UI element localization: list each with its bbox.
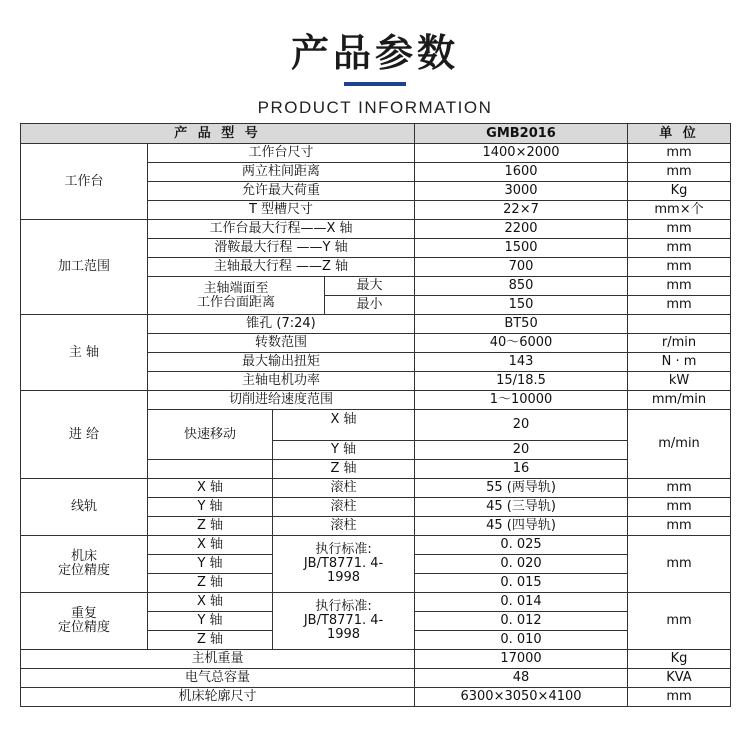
row-label: 工作台尺寸 bbox=[148, 144, 415, 163]
row-value: 15/18.5 bbox=[415, 372, 628, 391]
row-unit: N · m bbox=[628, 353, 731, 372]
row-unit: mm bbox=[628, 258, 731, 277]
axis-label: Y 轴 bbox=[148, 498, 273, 517]
row-label: 允许最大荷重 bbox=[148, 182, 415, 201]
row-value: 0. 020 bbox=[415, 555, 628, 574]
axis-label: X 轴 bbox=[148, 479, 273, 498]
row-label: 电气总容量 bbox=[21, 669, 415, 688]
empty-cell bbox=[148, 460, 273, 479]
row-value: 3000 bbox=[415, 182, 628, 201]
table-header-row bbox=[21, 124, 731, 144]
row-unit: Kg bbox=[628, 650, 731, 669]
row-unit: mm×个 bbox=[628, 201, 731, 220]
row-label: 滑鞍最大行程 ——Y 轴 bbox=[148, 239, 415, 258]
standard-cell bbox=[273, 593, 415, 650]
axis-label: X 轴 bbox=[273, 410, 415, 441]
row-unit: m/min bbox=[628, 410, 731, 479]
standard-line3: 1998 bbox=[326, 627, 361, 642]
row-value: 1500 bbox=[415, 239, 628, 258]
row-value: 55 (两导轨) bbox=[415, 479, 628, 498]
axis-label: Y 轴 bbox=[273, 441, 415, 460]
row-value: 0. 015 bbox=[415, 574, 628, 593]
group-label-machining: 加工范围 bbox=[21, 220, 148, 315]
standard-line3: 1998 bbox=[326, 570, 361, 585]
table-row bbox=[21, 688, 731, 707]
spec-table bbox=[20, 123, 731, 707]
page-title: 产品参数 bbox=[290, 31, 459, 75]
header-model: GMB2016 bbox=[415, 124, 628, 144]
row-label: 主机重量 bbox=[21, 650, 415, 669]
standard-line1: 执行标准: bbox=[315, 599, 372, 614]
row-label: 锥孔 (7:24) bbox=[148, 315, 415, 334]
row-label: 切削进给速度范围 bbox=[148, 391, 415, 410]
rail-type: 滚柱 bbox=[273, 479, 415, 498]
distance-label bbox=[148, 277, 325, 315]
axis-label: Y 轴 bbox=[148, 555, 273, 574]
group-label-positioning bbox=[21, 536, 148, 593]
row-unit: mm bbox=[628, 536, 731, 593]
row-value: 1600 bbox=[415, 163, 628, 182]
row-value: 16 bbox=[415, 460, 628, 479]
row-unit: mm bbox=[628, 498, 731, 517]
axis-label: Z 轴 bbox=[148, 631, 273, 650]
row-unit: mm bbox=[628, 517, 731, 536]
row-label: 转数范围 bbox=[148, 334, 415, 353]
rail-type: 滚柱 bbox=[273, 517, 415, 536]
standard-cell bbox=[273, 536, 415, 593]
row-value: 40～6000 bbox=[415, 334, 628, 353]
min-label: 最小 bbox=[325, 296, 415, 315]
row-value: 45 (四导轨) bbox=[415, 517, 628, 536]
row-unit bbox=[628, 315, 731, 334]
table-row bbox=[21, 650, 731, 669]
row-value: 850 bbox=[415, 277, 628, 296]
table-row bbox=[21, 593, 731, 612]
max-label: 最大 bbox=[325, 277, 415, 296]
row-label: 工作台最大行程——X 轴 bbox=[148, 220, 415, 239]
row-label: 机床轮廓尺寸 bbox=[21, 688, 415, 707]
row-value: 48 bbox=[415, 669, 628, 688]
standard-line2: JB/T8771. 4- bbox=[303, 613, 384, 628]
group-label-worktable: 工作台 bbox=[21, 144, 148, 220]
row-unit: mm bbox=[628, 163, 731, 182]
row-value: 2200 bbox=[415, 220, 628, 239]
row-value: 0. 014 bbox=[415, 593, 628, 612]
row-value: 1～10000 bbox=[415, 391, 628, 410]
distance-label-line1: 主轴端面至 bbox=[203, 280, 269, 296]
row-unit: mm/min bbox=[628, 391, 731, 410]
row-label: 最大输出扭矩 bbox=[148, 353, 415, 372]
table-row bbox=[21, 220, 731, 239]
row-unit: mm bbox=[628, 239, 731, 258]
row-label: 两立柱间距离 bbox=[148, 163, 415, 182]
row-unit: mm bbox=[628, 144, 731, 163]
distance-label-line2: 工作台面距离 bbox=[196, 294, 275, 310]
row-unit: KVA bbox=[628, 669, 731, 688]
table-row bbox=[21, 479, 731, 498]
group-label-spindle: 主 轴 bbox=[21, 315, 148, 391]
rapid-label: 快速移动 bbox=[148, 410, 273, 460]
row-unit: mm bbox=[628, 688, 731, 707]
row-unit: mm bbox=[628, 479, 731, 498]
axis-label: X 轴 bbox=[148, 536, 273, 555]
row-label: T 型槽尺寸 bbox=[148, 201, 415, 220]
row-value: BT50 bbox=[415, 315, 628, 334]
standard-line2: JB/T8771. 4- bbox=[303, 556, 384, 571]
row-value: 0. 025 bbox=[415, 536, 628, 555]
row-unit: mm bbox=[628, 593, 731, 650]
row-value: 0. 012 bbox=[415, 612, 628, 631]
table-row bbox=[21, 315, 731, 334]
row-value: 700 bbox=[415, 258, 628, 277]
row-unit: mm bbox=[628, 220, 731, 239]
group-label-line2: 定位精度 bbox=[57, 563, 110, 578]
row-value: 22×7 bbox=[415, 201, 628, 220]
row-value: 150 bbox=[415, 296, 628, 315]
row-value: 1400×2000 bbox=[415, 144, 628, 163]
row-value: 6300×3050×4100 bbox=[415, 688, 628, 707]
row-unit: r/min bbox=[628, 334, 731, 353]
axis-label: Y 轴 bbox=[148, 612, 273, 631]
row-value: 17000 bbox=[415, 650, 628, 669]
row-value: 20 bbox=[415, 441, 628, 460]
row-value: 20 bbox=[415, 410, 628, 441]
group-label-line1: 机床 bbox=[70, 549, 97, 564]
table-row bbox=[21, 144, 731, 163]
group-label-rail: 线轨 bbox=[21, 479, 148, 536]
group-label-line1: 重复 bbox=[70, 606, 97, 621]
table-row bbox=[21, 669, 731, 688]
row-unit: Kg bbox=[628, 182, 731, 201]
row-label: 主轴电机功率 bbox=[148, 372, 415, 391]
title-underline bbox=[344, 82, 406, 86]
row-value: 0. 010 bbox=[415, 631, 628, 650]
header-item: 产 品 型 号 bbox=[21, 124, 415, 144]
axis-label: Z 轴 bbox=[273, 460, 415, 479]
row-value: 143 bbox=[415, 353, 628, 372]
row-value: 45 (三导轨) bbox=[415, 498, 628, 517]
header-unit: 单 位 bbox=[628, 124, 731, 144]
rail-type: 滚柱 bbox=[273, 498, 415, 517]
axis-label: Z 轴 bbox=[148, 517, 273, 536]
row-unit: mm bbox=[628, 277, 731, 296]
row-unit: mm bbox=[628, 296, 731, 315]
row-label: 主轴最大行程 ——Z 轴 bbox=[148, 258, 415, 277]
group-label-feed: 进 给 bbox=[21, 391, 148, 479]
page-subtitle: PRODUCT INFORMATION bbox=[257, 98, 493, 117]
table-row bbox=[21, 391, 731, 410]
table-row bbox=[21, 536, 731, 555]
group-label-repeat bbox=[21, 593, 148, 650]
axis-label: Z 轴 bbox=[148, 574, 273, 593]
row-unit: kW bbox=[628, 372, 731, 391]
standard-line1: 执行标准: bbox=[315, 542, 372, 557]
axis-label: X 轴 bbox=[148, 593, 273, 612]
group-label-line2: 定位精度 bbox=[57, 620, 110, 635]
